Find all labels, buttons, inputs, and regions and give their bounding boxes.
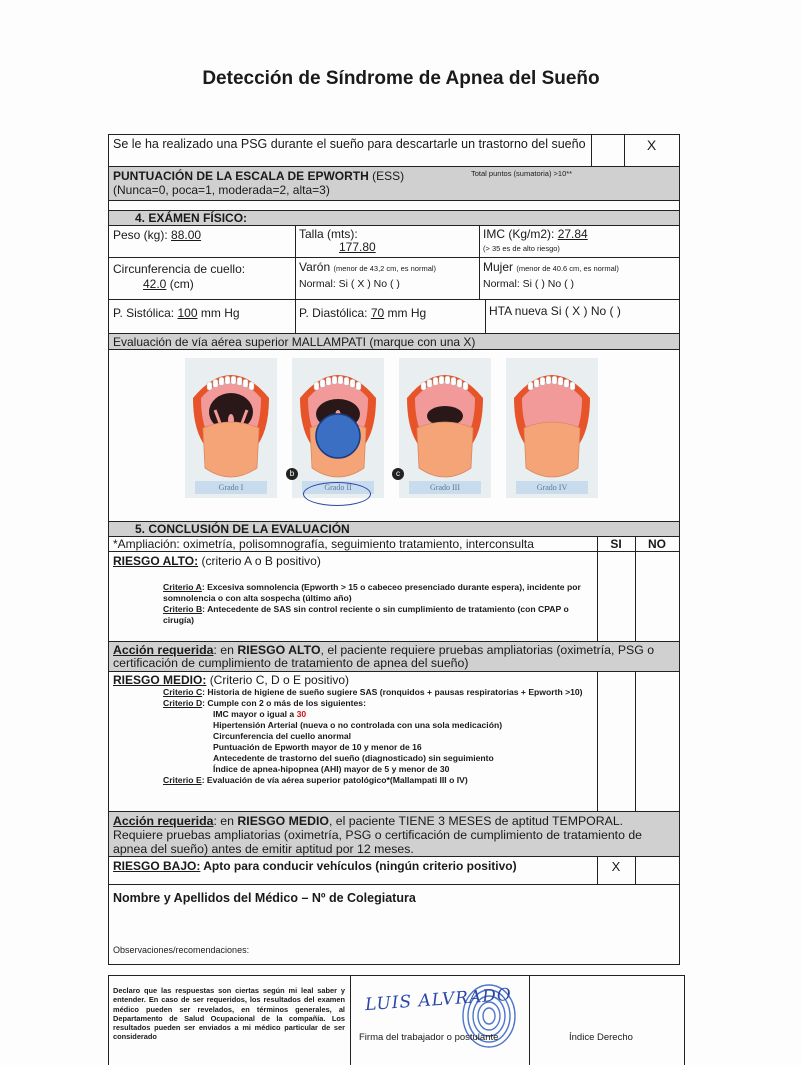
anthropometry-row (109, 226, 679, 258)
epworth-title: PUNTUACIÓN DE LA ESCALA DE EPWORTH (113, 169, 369, 183)
page-title: Detección de Síndrome de Apnea del Sueño (202, 68, 600, 89)
grade-label: Grado I (195, 481, 267, 494)
criterio-d-item: Puntuación de Epworth mayor de 10 y menor de 16 (213, 742, 422, 752)
riesgo-bajo-title: RIESGO BAJO: (113, 859, 201, 873)
criterio-b: : Antecedente de SAS sin control reciente o sin cumplimiento de tratamiento (con CPAP o cirugía) (163, 604, 569, 625)
medico-row (109, 885, 679, 964)
mouth-illustration (292, 358, 384, 480)
imc-label: IMC (Kg/m2): (483, 227, 555, 241)
accion-alto-text (109, 642, 679, 671)
pressure-row (109, 300, 679, 334)
mujer-normal: Normal: Si ( ) No ( ) (483, 278, 575, 290)
mallampati-heading (109, 334, 679, 350)
firma-label: Firma del trabajador o postulante (359, 1032, 499, 1043)
declaration-box (108, 975, 685, 1065)
riesgo-bajo-mark: X (611, 859, 621, 874)
psg-question: Se le ha realizado una PSG durante el sueño para descartarle un trastorno del sueño (113, 137, 586, 151)
mouth-illustration (185, 358, 277, 480)
talla-cell (295, 226, 479, 257)
peso-label: Peso (kg): (113, 228, 168, 242)
criterio-d-label: Criterio D (163, 698, 203, 708)
grade-label: Grado III (409, 481, 481, 494)
sistolica-cell (109, 300, 295, 333)
neck-row (109, 258, 679, 300)
accion-alto-row (109, 642, 679, 672)
varon-note: (menor de 43,2 cm, es normal) (333, 264, 437, 273)
diastolica-label: P. Diastólica: (299, 306, 368, 320)
badge-c: c (392, 468, 404, 480)
cuello-unit: (cm) (169, 277, 194, 291)
criterio-d-item: Antecedente de trastorno del sueño (diagnosticado) sin seguimiento (213, 753, 494, 763)
accion-alto-2: , el paciente requiere pruebas ampliatorias (oximetría, PSG o certificación de cumplimiento de tratamiento de apnea del sueño) (113, 643, 655, 670)
mallampati-grade-3 (399, 358, 491, 498)
epworth-row (109, 167, 679, 201)
criterio-e-label: Criterio E (163, 775, 202, 785)
criterio-d-item: Hipertensión Arterial (nueva o no controlada con una sola medicación) (213, 720, 503, 730)
mallampati-grade-2 (292, 358, 384, 498)
sistolica-value: 100 (177, 306, 198, 320)
criterio-c-label: Criterio C (163, 687, 203, 697)
epworth-scale: (Nunca=0, poca=1, moderada=2, alta=3) (113, 183, 330, 197)
epworth-abbr: (ESS) (372, 169, 405, 183)
criterio-c: : Historia de higiene de sueño sugiere SAS (ronquidos + pausas respiratorias + Epworth >10) (202, 687, 583, 697)
no-header: NO (648, 537, 666, 551)
accion-medio-2: , el paciente TIENE 3 MESES de aptitud TEMPORAL. (328, 814, 624, 828)
mujer-label: Mujer (483, 260, 514, 274)
conclusion-heading (109, 522, 679, 537)
ampliacion-text: *Ampliación: oximetría, polisomnografía, seguimiento tratamiento, interconsulta (113, 537, 534, 551)
sistolica-label: P. Sistólica: (113, 306, 175, 320)
grade-label: Grado II (302, 481, 374, 494)
exam-heading (109, 211, 679, 226)
peso-cell (109, 226, 295, 257)
mallampati-grade-4 (506, 358, 598, 498)
cuello-label: Circunferencia de cuello: (113, 262, 246, 276)
mallampati-grade-1 (185, 358, 277, 498)
imc-cell (479, 226, 679, 257)
riesgo-medio-cell (109, 672, 597, 811)
declaration-text: Declaro que las respuestas son ciertas según mi leal saber y entender. En caso de ser requeridos, los resultados del examen médico pueden ser revelados, en términos generales, al Departamento de Salud Ocupacional de la compañía. Los resultados pueden ser enviados a mi médico particular de ser considerado (113, 986, 345, 1042)
evaluation-form (108, 134, 680, 965)
accion-medio-label: Acción requerida (113, 814, 214, 828)
indice-label: Índice Derecho (569, 1032, 633, 1043)
cuello-value: 42.0 (143, 277, 167, 291)
cuello-cell (109, 258, 295, 299)
mouth-illustration (399, 358, 491, 480)
imc-item-label: IMC mayor o igual a (213, 709, 295, 719)
accion-alto-label: Acción requerida (113, 643, 214, 657)
riesgo-alto-title: RIESGO ALTO: (113, 554, 199, 568)
peso-value: 88.00 (171, 228, 202, 242)
sistolica-unit: mm Hg (200, 306, 240, 320)
epworth-total: Total puntos (sumatoria) >10** (459, 167, 679, 200)
varon-cell (295, 258, 479, 299)
talla-label: Talla (mts): (299, 227, 358, 241)
spacer-row (109, 201, 679, 211)
accion-medio-text (109, 812, 679, 856)
imc-note: (> 35 es de alto riesgo) (483, 244, 560, 253)
riesgo-medio-title: RIESGO MEDIO: (113, 673, 207, 687)
varon-label: Varón (299, 260, 331, 274)
accion-medio-3: Requiere pruebas ampliatorias (oximetría, PSG o certificación de cumplimiento de tratamiento de apnea del sueño) antes de emitir aptitud por 12 meses. (113, 828, 643, 856)
riesgo-medio-sub: (Criterio C, D o E positivo) (209, 673, 350, 687)
diastolica-unit: mm Hg (387, 306, 427, 320)
criterio-e: : Evaluación de vía aérea superior patológico*(Mallampati III o IV) (201, 775, 468, 785)
hta-cell: HTA nueva Si ( X ) No ( ) (489, 304, 621, 318)
epworth-heading (109, 167, 459, 200)
criterio-d-item: Circunferencia del cuello anormal (213, 731, 352, 741)
conclusion-title: CONCLUSIÓN DE LA EVALUACIÓN (148, 522, 350, 536)
talla-value: 177.80 (339, 240, 376, 254)
imc-item (113, 709, 593, 720)
signature: LUIS ALVRADO (364, 984, 513, 1016)
psg-mark: X (646, 137, 657, 153)
mallampati-title: Evaluación de vía aérea superior MALLAMPATI (marque con una X) (113, 335, 476, 349)
badge-b: b (286, 468, 298, 480)
selection-oval (303, 482, 371, 506)
diastolica-cell (295, 300, 485, 333)
riesgo-bajo-text: Apto para conducir vehículos (ningún criterio positivo) (203, 859, 517, 873)
criterio-d-item: Índice de apnea-hipopnea (AHI) mayor de 5 y menor de 30 (213, 764, 450, 774)
observaciones-label: Observaciones/recomendaciones: (113, 945, 250, 955)
riesgo-alto-row (109, 552, 679, 642)
riesgo-alto-sub: (criterio A o B positivo) (201, 554, 321, 568)
ampliacion-row (109, 537, 679, 552)
mujer-cell (479, 258, 679, 299)
accion-alto-1: : en (213, 643, 234, 657)
criterio-b-label: Criterio B (163, 604, 203, 614)
criterio-a-label: Criterio A (163, 582, 202, 592)
conclusion-number: 5. (135, 522, 146, 536)
exam-number: 4. (135, 211, 146, 225)
riesgo-bajo-row (109, 857, 679, 885)
psg-row (109, 135, 679, 167)
riesgo-alto-cell (109, 552, 597, 641)
criterio-a: : Excesiva somnolencia (Epworth > 15 o cabeceo presenciado durante espera), incidente por somnolencia o con alta sospecha (último año) (163, 582, 581, 603)
exam-title: EXÁMEN FÍSICO: (148, 211, 248, 225)
accion-medio-1: : en (213, 814, 234, 828)
varon-normal: Normal: Si ( X ) No ( ) (299, 278, 400, 290)
riesgo-medio-row (109, 672, 679, 812)
mouth-illustration (506, 358, 598, 480)
accion-alto-bold: RIESGO ALTO (237, 643, 321, 657)
diastolica-value: 70 (370, 306, 385, 320)
medico-title: Nombre y Apellidos del Médico – Nº de Colegiatura (113, 891, 416, 905)
accion-medio-bold: RIESGO MEDIO (237, 814, 329, 828)
imc-value: 27.84 (557, 227, 588, 241)
riesgo-bajo-cell (109, 857, 597, 884)
imc-item-value: 30 (296, 709, 307, 719)
criterio-d: : Cumple con 2 o más de los siguientes: (202, 698, 366, 708)
mallampati-images (109, 350, 679, 522)
grade-label: Grado IV (516, 481, 588, 494)
si-header: SI (610, 537, 622, 551)
mujer-note: (menor de 40.6 cm, es normal) (516, 264, 619, 273)
accion-medio-row (109, 812, 679, 857)
